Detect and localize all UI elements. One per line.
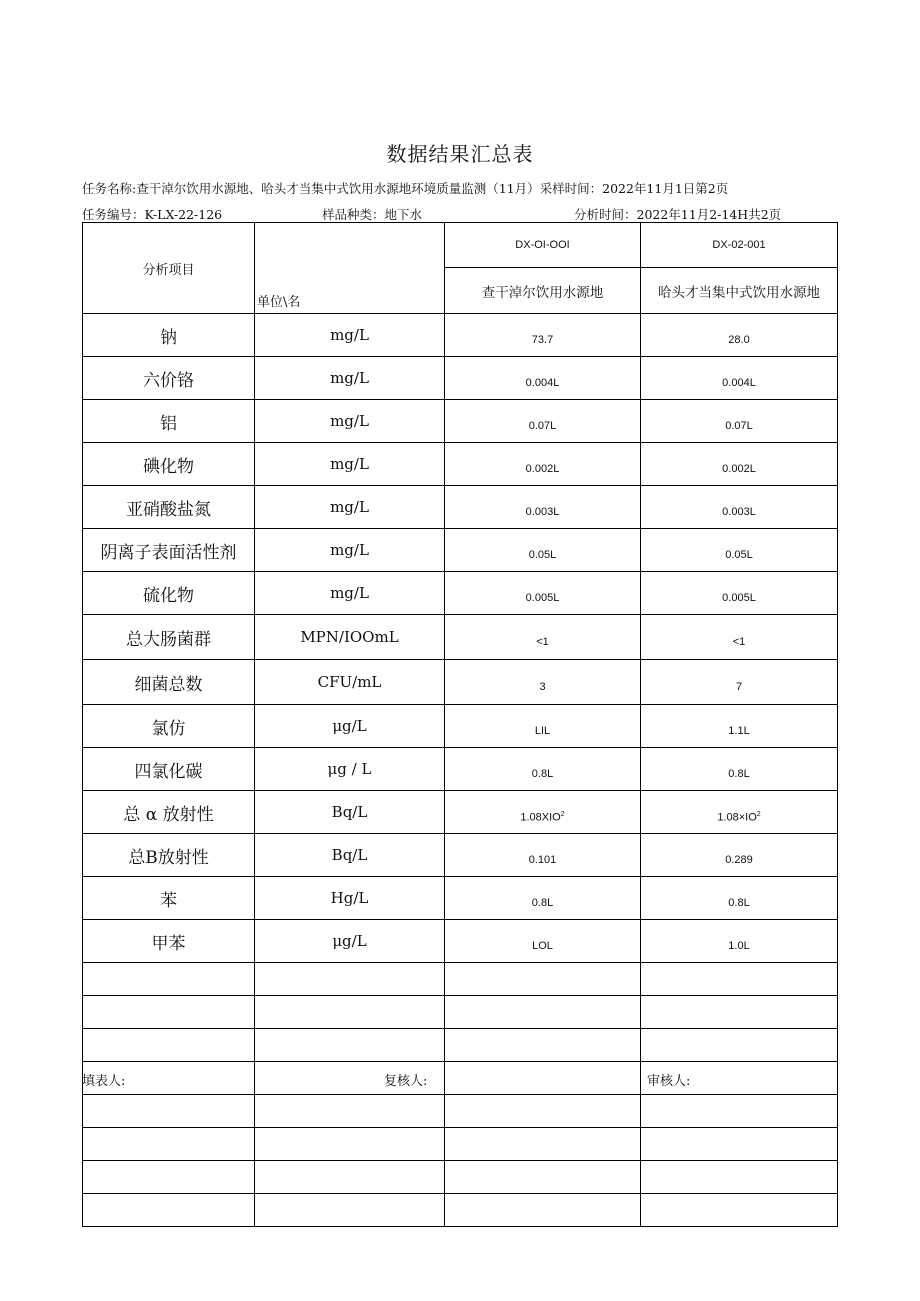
- empty-cell: [641, 1161, 838, 1194]
- sample-1-value: 0.003L: [445, 486, 641, 529]
- analysis-item-name: 硫化物: [83, 572, 255, 615]
- empty-cell: [641, 1194, 838, 1227]
- sample-1-value: 73.7: [445, 314, 641, 357]
- sample-2-value: 28.0: [641, 314, 838, 357]
- empty-table-row: [83, 1029, 838, 1062]
- empty-cell: [83, 996, 255, 1029]
- analysis-item-name: 钠: [83, 314, 255, 357]
- sample-2-value: 0.289: [641, 834, 838, 877]
- results-table: [82, 222, 838, 1227]
- empty-table-row: [83, 1194, 838, 1227]
- empty-cell: [445, 1128, 641, 1161]
- analysis-item-unit: Bq/L: [255, 791, 445, 834]
- analysis-item-name: 总Β放射性: [83, 834, 255, 877]
- analysis-item-unit: μg / L: [255, 748, 445, 791]
- footer-reviewer: 复核人:: [384, 1074, 428, 1089]
- sample-type: 样品种类：地下水: [322, 207, 423, 222]
- empty-cell: [641, 963, 838, 996]
- empty-cell: [641, 1095, 838, 1128]
- sample-2-value: 0.07L: [641, 400, 838, 443]
- table-row: [83, 357, 838, 400]
- analysis-item-name: 氯仿: [83, 705, 255, 748]
- table-row: [83, 572, 838, 615]
- sample-1-value: 0.002L: [445, 443, 641, 486]
- sample-2-value: 1.0L: [641, 920, 838, 963]
- empty-cell: [255, 996, 445, 1029]
- sample-2-value: 0.8L: [641, 877, 838, 920]
- sample-1-value: 0.005L: [445, 572, 641, 615]
- sample-2-value: 7: [641, 660, 838, 705]
- sample-code-1: DX-OI-OOI: [445, 223, 641, 268]
- analysis-item-unit: mg/L: [255, 529, 445, 572]
- empty-table-row: [83, 1161, 838, 1194]
- sample-2-value: <1: [641, 615, 838, 660]
- analysis-item-unit: Hg/L: [255, 877, 445, 920]
- empty-cell: [255, 1029, 445, 1062]
- table-row: [83, 705, 838, 748]
- sample-1-value: 0.101: [445, 834, 641, 877]
- sample-2-value: 0.8L: [641, 748, 838, 791]
- empty-cell: [641, 996, 838, 1029]
- analysis-item-name: 总大肠菌群: [83, 615, 255, 660]
- analysis-item-unit: mg/L: [255, 572, 445, 615]
- empty-cell: [83, 963, 255, 996]
- sample-name-1: 查干淖尔饮用水源地: [445, 268, 641, 314]
- empty-cell: [255, 963, 445, 996]
- analysis-item-name: 总 α 放射性: [83, 791, 255, 834]
- analysis-item-unit: mg/L: [255, 443, 445, 486]
- empty-table-row: [83, 996, 838, 1029]
- empty-table-row: [83, 963, 838, 996]
- task-number: 任务编号：K-LX-22-126: [82, 207, 223, 222]
- empty-cell: [445, 1029, 641, 1062]
- table-row: [83, 314, 838, 357]
- table-row: [83, 660, 838, 705]
- sample-2-value: $1.08\times IO^2$: [641, 791, 838, 834]
- empty-cell: [445, 1161, 641, 1194]
- analysis-item-unit: μg/L: [255, 705, 445, 748]
- sample-2-value: 0.05L: [641, 529, 838, 572]
- sample-1-value: 3: [445, 660, 641, 705]
- empty-cell: [83, 1194, 255, 1227]
- empty-cell: [83, 1095, 255, 1128]
- empty-cell: [255, 1194, 445, 1227]
- analysis-item-name: 苯: [83, 877, 255, 920]
- sample-1-value: 0.07L: [445, 400, 641, 443]
- empty-cell: [445, 1194, 641, 1227]
- sample-1-value: 0.05L: [445, 529, 641, 572]
- sample-1-value: 0.8L: [445, 877, 641, 920]
- analysis-item-unit: mg/L: [255, 357, 445, 400]
- sample-1-value: <1: [445, 615, 641, 660]
- empty-cell: [445, 1095, 641, 1128]
- table-row: [83, 529, 838, 572]
- empty-table-row: [83, 1095, 838, 1128]
- task-name-line: 任务名称:查干淖尔饮用水源地、哈头才当集中式饮用水源地环境质量监测（11月）采样时间：2022年11月1日第2页: [82, 181, 729, 196]
- analysis-item-name: 六价铬: [83, 357, 255, 400]
- analysis-item-unit: mg/L: [255, 314, 445, 357]
- table-row: [83, 748, 838, 791]
- analysis-item-unit: Bq/L: [255, 834, 445, 877]
- analysis-item-name: 亚硝酸盐氮: [83, 486, 255, 529]
- table-row: [83, 791, 838, 834]
- empty-table-row: [83, 1062, 838, 1095]
- analysis-time: 分析时间：2022年11月2-14H共2页: [574, 207, 782, 222]
- empty-cell: [83, 1029, 255, 1062]
- analysis-item-unit: μg/L: [255, 920, 445, 963]
- empty-cell: [445, 1062, 641, 1095]
- sample-1-value: 0.004L: [445, 357, 641, 400]
- empty-cell: [445, 963, 641, 996]
- analysis-item-name: 四氯化碳: [83, 748, 255, 791]
- sample-2-value: 1.1L: [641, 705, 838, 748]
- sample-1-value: 1.08XIO$^2$: [445, 791, 641, 834]
- table-row: [83, 877, 838, 920]
- empty-cell: [445, 996, 641, 1029]
- analysis-item-unit: mg/L: [255, 486, 445, 529]
- header-unit-cell: [255, 223, 445, 314]
- footer-filler: 填表人:: [82, 1074, 126, 1089]
- analysis-item-unit: CFU/mL: [255, 660, 445, 705]
- table-row: [83, 834, 838, 877]
- empty-cell: [255, 1161, 445, 1194]
- header-unit-label: 单位\名: [257, 295, 301, 310]
- analysis-item-name: 阴离子表面活性剂: [83, 529, 255, 572]
- table-row: [83, 920, 838, 963]
- empty-table-row: [83, 1128, 838, 1161]
- sample-2-value: 0.003L: [641, 486, 838, 529]
- table-row: [83, 443, 838, 486]
- analysis-item-unit: MPN/IOOmL: [255, 615, 445, 660]
- empty-cell: [83, 1128, 255, 1161]
- sample-code-2: DX-02-001: [641, 223, 838, 268]
- analysis-item-name: 铝: [83, 400, 255, 443]
- empty-cell: [641, 1029, 838, 1062]
- header-analysis-item: 分析项目: [83, 223, 255, 314]
- analysis-item-name: 甲苯: [83, 920, 255, 963]
- table-row: [83, 400, 838, 443]
- table-row: [83, 615, 838, 660]
- sample-1-value: 0.8L: [445, 748, 641, 791]
- empty-cell: [255, 1128, 445, 1161]
- empty-cell: [255, 1095, 445, 1128]
- analysis-item-unit: mg/L: [255, 400, 445, 443]
- empty-cell: [83, 1161, 255, 1194]
- footer-approver: 审核人:: [647, 1074, 691, 1089]
- analysis-item-name: 细菌总数: [83, 660, 255, 705]
- sample-1-value: LOL: [445, 920, 641, 963]
- empty-cell: [641, 1128, 838, 1161]
- table-row: [83, 486, 838, 529]
- sample-1-value: LIL: [445, 705, 641, 748]
- sample-2-value: 0.002L: [641, 443, 838, 486]
- sample-name-2: 哈头才当集中式饮用水源地: [641, 268, 838, 314]
- sample-2-value: 0.005L: [641, 572, 838, 615]
- analysis-item-name: 碘化物: [83, 443, 255, 486]
- sample-2-value: 0.004L: [641, 357, 838, 400]
- page-title: 数据结果汇总表: [386, 142, 534, 166]
